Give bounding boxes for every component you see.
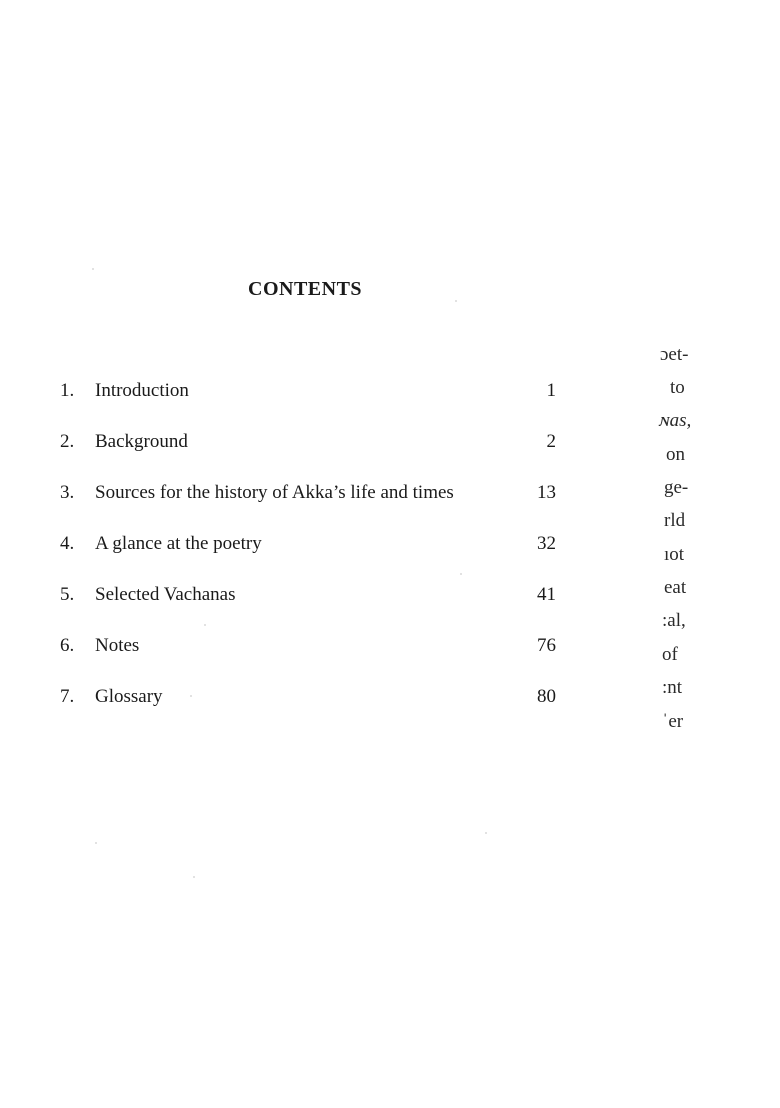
entry-page-number: 13 <box>537 482 556 503</box>
entry-title: Sources for the history of Akka’s life and times <box>95 482 454 503</box>
facing-page-fragment: :nt <box>662 677 683 698</box>
scan-speck <box>485 832 487 834</box>
entry-number: 4. <box>60 533 75 554</box>
scan-speck <box>455 300 457 302</box>
contents-heading: CONTENTS <box>248 278 363 300</box>
toc-entry <box>0 380 780 406</box>
facing-page-fragment: on <box>666 444 685 465</box>
toc-entry <box>0 482 780 508</box>
entry-title: A glance at the poetry <box>95 533 262 554</box>
facing-page-fragment: rld <box>664 510 686 531</box>
toc-entry <box>0 533 780 559</box>
entry-number: 7. <box>60 686 75 707</box>
scan-speck <box>95 842 97 844</box>
scan-speck <box>190 695 192 697</box>
entry-page-number: 1 <box>546 380 556 401</box>
facing-page-fragment: ɴas, <box>660 410 692 431</box>
entry-number: 3. <box>60 482 75 503</box>
scan-speck <box>193 876 195 878</box>
facing-page-fragment: ɔet- <box>660 344 689 365</box>
facing-page-fragment: ge- <box>664 477 689 498</box>
entry-page-number: 2 <box>546 431 556 452</box>
facing-page-fragment: to <box>670 377 685 398</box>
scan-speck <box>204 624 206 626</box>
entry-title: Glossary <box>95 686 163 707</box>
facing-page-fragment: ıot <box>664 544 685 565</box>
entry-title: Background <box>95 431 188 452</box>
facing-page-fragment: ˈer <box>662 711 684 732</box>
entry-page-number: 32 <box>537 533 556 554</box>
facing-page-fragment: eat <box>664 577 687 598</box>
entry-title: Selected Vachanas <box>95 584 236 605</box>
scan-speck <box>92 268 94 270</box>
entry-number: 2. <box>60 431 75 452</box>
facing-page-fragment: :al, <box>662 610 686 631</box>
entry-page-number: 80 <box>537 686 556 707</box>
toc-entry <box>0 584 780 610</box>
toc-entry <box>0 431 780 457</box>
entry-number: 6. <box>60 635 75 656</box>
facing-page-fragment: of <box>662 644 678 665</box>
entry-number: 1. <box>60 380 75 401</box>
entry-number: 5. <box>60 584 75 605</box>
scan-speck <box>460 573 462 575</box>
entry-page-number: 76 <box>537 635 556 656</box>
entry-title: Introduction <box>95 380 189 401</box>
entry-page-number: 41 <box>537 584 556 605</box>
entry-title: Notes <box>95 635 140 656</box>
